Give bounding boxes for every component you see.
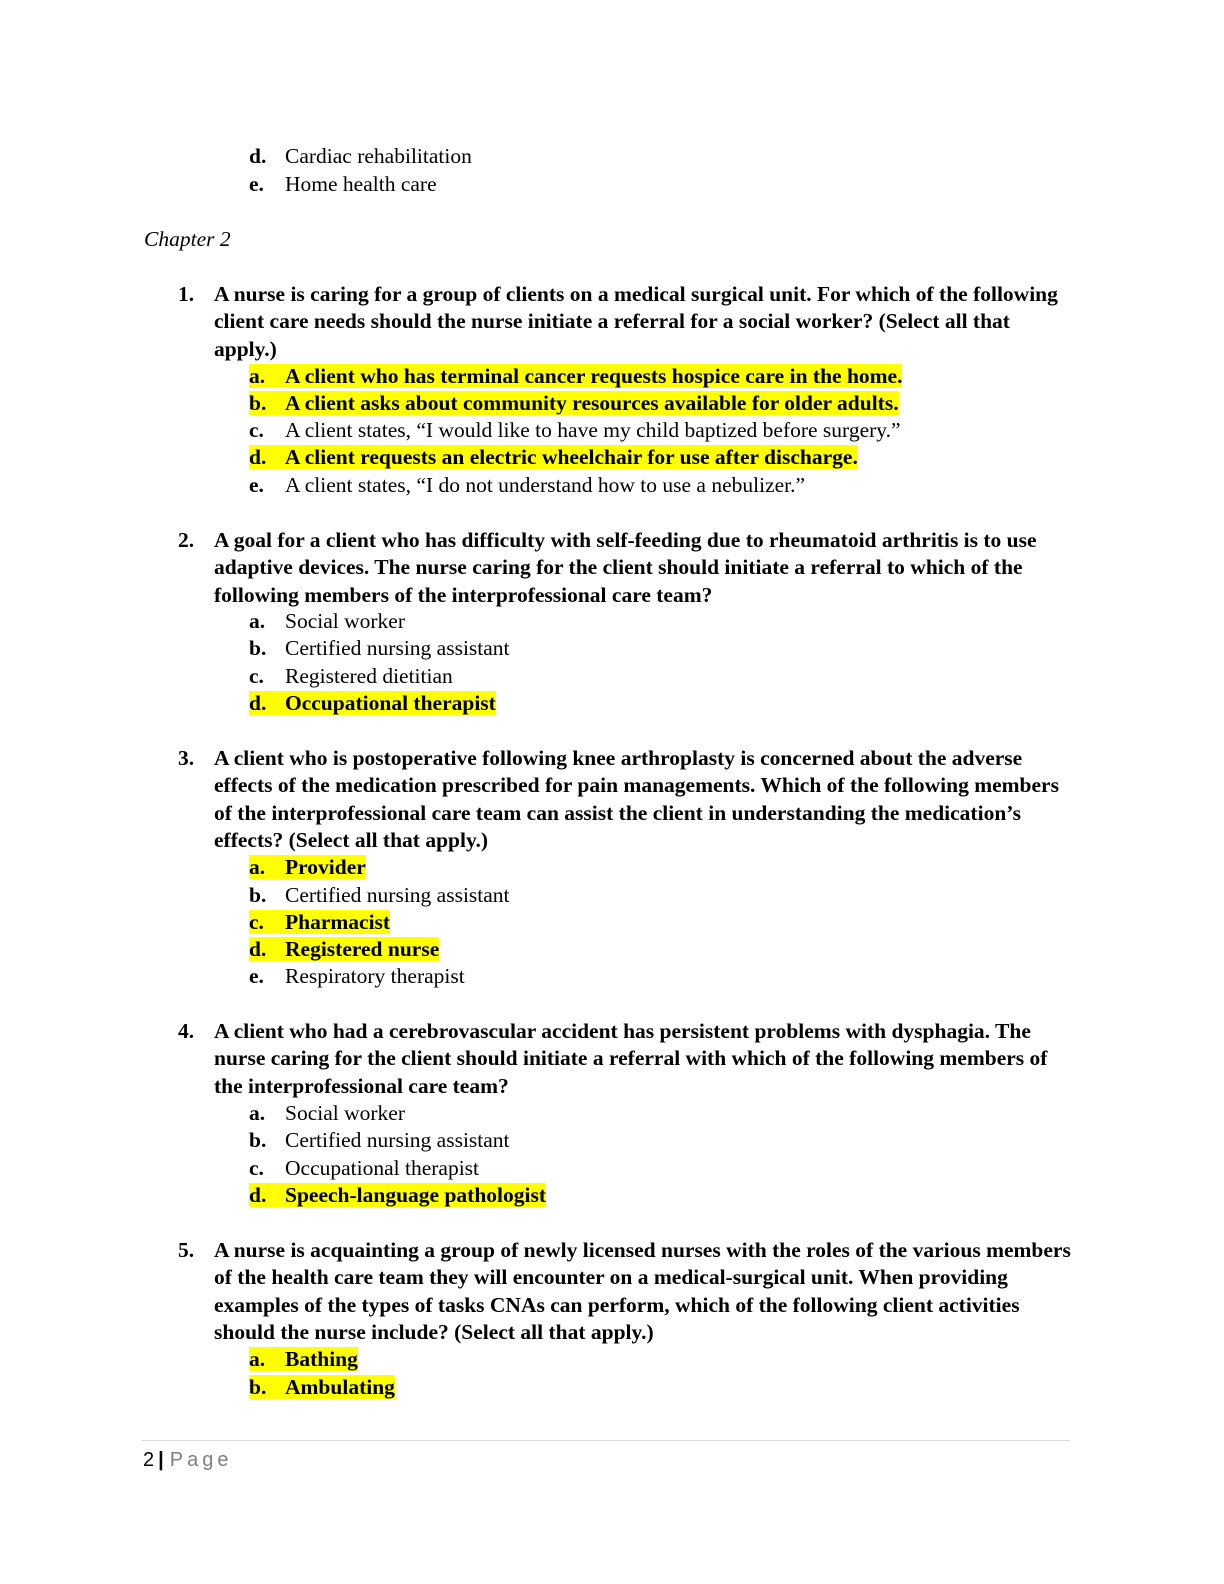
answer-highlight (249, 364, 902, 388)
question-text: A client who is postoperative following knee arthroplasty is concerned about the adverse effects of the medication prescribed for pain managements. Which of the following members of the interprofessional care team can assist the client in understanding the medication’s effects? (Select all that apply.) (214, 746, 1059, 852)
answer-highlight (249, 1375, 395, 1399)
option-item (249, 1155, 479, 1182)
option-text: Certified nursing assistant (285, 636, 510, 660)
option-item (249, 854, 366, 881)
option-letter: c. (249, 1156, 264, 1180)
answer-highlight (249, 445, 858, 469)
option-letter: d. (249, 144, 267, 168)
question-text: A nurse is caring for a group of clients on a medical surgical unit. For which of the following client care needs should the nurse initiate a referral for a social worker? (Select all that apply.) (214, 282, 1058, 361)
option-text: Respiratory therapist (285, 964, 465, 988)
answer-highlight (249, 691, 496, 715)
option-text: A client states, “I do not understand how to use a nebulizer.” (285, 473, 806, 497)
option-item (249, 635, 510, 662)
option-item (249, 143, 472, 170)
answer-highlight (249, 1347, 358, 1371)
option-letter: a. (249, 609, 266, 633)
answer-highlight (249, 910, 390, 934)
option-text: Registered dietitian (285, 664, 453, 688)
option-item (249, 444, 858, 471)
option-text: A client asks about community resources available for older adults. (285, 391, 899, 415)
option-letter: a. (249, 1101, 266, 1125)
option-text: A client who has terminal cancer requests hospice care in the home. (285, 364, 903, 388)
answer-highlight (249, 855, 366, 879)
option-letter: e. (249, 172, 264, 196)
option-letter: b. (249, 883, 267, 907)
option-letter: c. (249, 910, 264, 934)
option-item (249, 936, 439, 963)
option-letter: c. (249, 664, 264, 688)
option-text: Bathing (285, 1347, 358, 1371)
option-item (249, 1346, 358, 1373)
page-footer (143, 1447, 232, 1473)
page-label: Page (169, 1449, 233, 1471)
page-number: 2 (143, 1449, 155, 1471)
option-letter: e. (249, 964, 264, 988)
option-item (249, 882, 510, 909)
question-text: A client who had a cerebrovascular accident has persistent problems with dysphagia. The nurse caring for the client should initiate a referral with which of the following members of the interprofessional care team? (214, 1019, 1048, 1098)
chapter-title: Chapter 2 (144, 227, 231, 251)
option-item (249, 608, 405, 635)
answer-highlight (249, 1183, 546, 1207)
option-letter: d. (249, 1183, 267, 1207)
option-text: Social worker (285, 1101, 406, 1125)
question-number: 5. (178, 1238, 195, 1262)
option-letter: e. (249, 473, 264, 497)
option-item (249, 472, 805, 499)
option-letter: d. (249, 937, 267, 961)
option-text: Speech-language pathologist (285, 1183, 547, 1207)
question-number: 2. (178, 528, 195, 552)
option-letter: d. (249, 445, 267, 469)
option-text: Registered nurse (285, 937, 440, 961)
option-item (249, 417, 901, 444)
footer-separator: | (158, 1449, 164, 1471)
option-text: Certified nursing assistant (285, 883, 510, 907)
option-text: Social worker (285, 609, 406, 633)
option-item (249, 1127, 510, 1154)
option-text: Occupational therapist (285, 1156, 480, 1180)
question-number: 3. (178, 746, 195, 770)
option-text: Cardiac rehabilitation (285, 144, 472, 168)
option-item (249, 1182, 546, 1209)
option-text: Occupational therapist (285, 691, 496, 715)
option-letter: a. (249, 855, 266, 879)
option-letter: b. (249, 636, 267, 660)
option-letter: c. (249, 418, 264, 442)
option-item (249, 171, 437, 198)
option-item (249, 1374, 395, 1401)
question-text: A nurse is acquainting a group of newly licensed nurses with the roles of the various members of the health care team they will encounter on a medical-surgical unit. When providing examples of the types of tasks CNAs can perform, which of the following client activities should the nurse include? (Select all that apply.) (214, 1238, 1071, 1344)
option-letter: a. (249, 364, 266, 388)
option-item (249, 909, 390, 936)
option-item (249, 663, 453, 690)
option-item (249, 690, 496, 717)
option-letter: b. (249, 391, 267, 415)
question-text: A goal for a client who has difficulty with self-feeding due to rheumatoid arthritis is to use adaptive devices. The nurse caring for the client should initiate a referral to which of the following members of the interprofessional care team? (214, 528, 1037, 607)
option-text: A client requests an electric wheelchair for use after discharge. (285, 445, 858, 469)
option-text: Ambulating (285, 1375, 395, 1399)
option-letter: d. (249, 691, 267, 715)
footer-divider (142, 1440, 1070, 1441)
option-item (249, 363, 902, 390)
option-letter: b. (249, 1128, 267, 1152)
option-text: Certified nursing assistant (285, 1128, 510, 1152)
option-text: Provider (285, 855, 366, 879)
option-item (249, 390, 899, 417)
option-text: Home health care (285, 172, 437, 196)
option-item (249, 963, 465, 990)
question-number: 4. (178, 1019, 195, 1043)
option-letter: b. (249, 1375, 267, 1399)
question-number: 1. (178, 282, 195, 306)
option-text: Pharmacist (285, 910, 391, 934)
option-letter: a. (249, 1347, 266, 1371)
option-text: A client states, “I would like to have my child baptized before surgery.” (285, 418, 901, 442)
answer-highlight (249, 937, 439, 961)
option-item (249, 1100, 405, 1127)
answer-highlight (249, 391, 899, 415)
